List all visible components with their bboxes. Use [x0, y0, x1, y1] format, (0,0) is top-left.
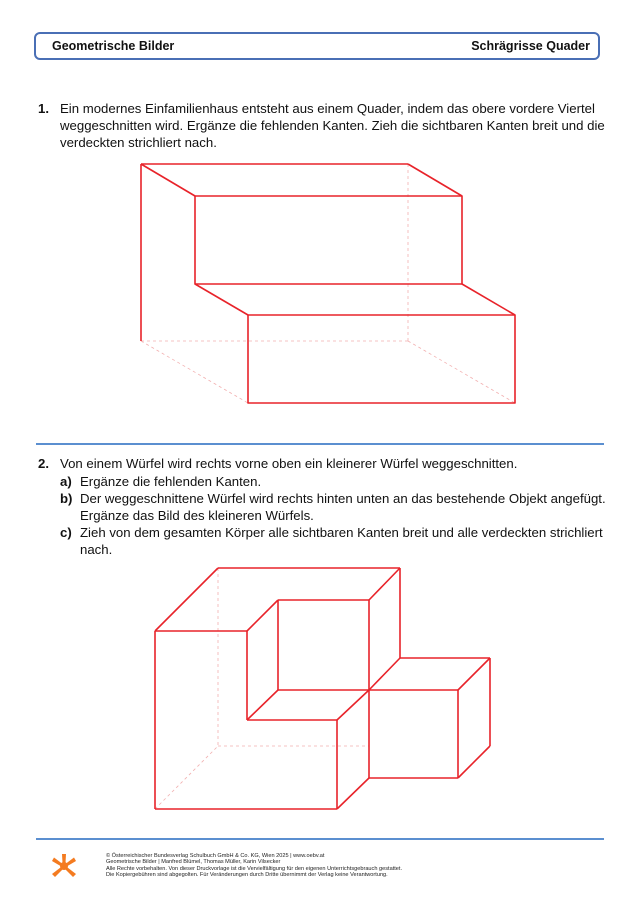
- task-2-item-label: a): [60, 474, 72, 489]
- cube-edge: [247, 600, 278, 631]
- footer-line: Geometrische Bilder | Manfred Blümel, Thomas Müller, Karin Vilsecker: [106, 859, 281, 866]
- footer-copyright: [106, 853, 606, 879]
- task-1-number: 1.: [38, 101, 49, 116]
- cube-hidden-edge: [155, 746, 218, 809]
- task-2-item-label: b): [60, 491, 73, 506]
- footer-line: Alle Rechte vorbehalten. Von dieser Druckvorlage ist die Vervielfältigung für den eigenen Unterrichtsgebrauch gestattet.: [106, 865, 403, 872]
- task-2-text: Von einem Würfel wird rechts vorne oben ein kleinerer Würfel weggeschnitten.: [60, 456, 518, 471]
- task-2-item-text: Zieh von dem gesamten Körper alle sichtbaren Kanten breit und alle verdeckten strichliert nach.: [80, 525, 603, 557]
- header-right-title: Schrägrisse Quader: [471, 39, 590, 53]
- task-1-text: Ein modernes Einfamilienhaus entsteht aus einem Quader, indem das obere vordere Viertel weggeschnitten wird. Ergänze die fehlenden Kanten. Zieh die sichtbaren Kanten breit und die verdeckten strichliert nach.: [60, 101, 605, 150]
- task-2-number: 2.: [38, 456, 49, 471]
- footer-line: © Österreichischer Bundesverlag Schulbuch GmbH & Co. KG, Wien 2025 | www.oebv.at: [106, 853, 325, 859]
- cube-edge: [337, 778, 369, 809]
- footer-divider: [36, 838, 604, 840]
- cube-edge: [369, 568, 400, 600]
- task-2-item-text: Der weggeschnittene Würfel wird rechts hinten unten an das bestehende Objekt angefügt. Ergänze das Bild des kleineren Würfels.: [80, 491, 606, 523]
- cube-edge: [458, 746, 490, 778]
- task-2-item-text: Ergänze die fehlenden Kanten.: [80, 474, 262, 489]
- oebv-logo-icon: [50, 852, 78, 880]
- cube-edge: [369, 658, 400, 690]
- footer-line: Die Kopiergebühren sind abgegolten. Für Veränderungen durch Dritte übernimmt der Verlag keine Verantwortung.: [106, 872, 388, 879]
- cube-edge: [337, 690, 369, 720]
- cube-edge: [458, 658, 490, 690]
- header-left-title: Geometrische Bilder: [52, 39, 175, 53]
- cube-edge: [247, 690, 278, 720]
- cube-edge: [155, 568, 218, 631]
- task-2-item-label: c): [60, 525, 72, 540]
